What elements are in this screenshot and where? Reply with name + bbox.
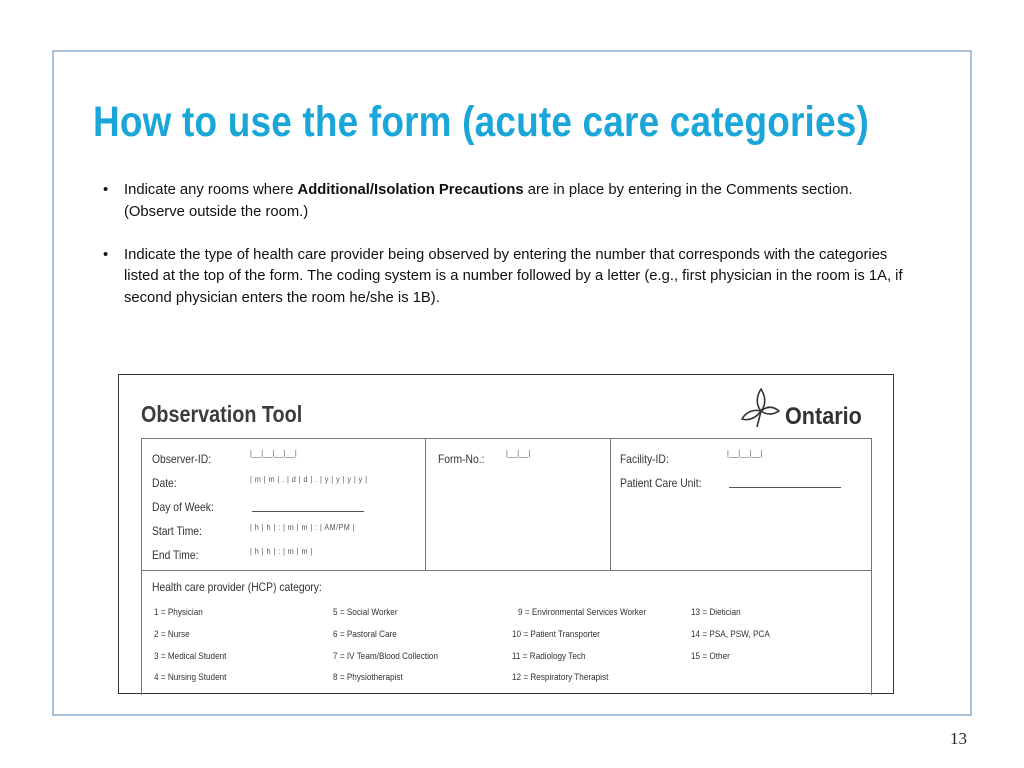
form-header-box [141, 438, 872, 571]
date-label: Date: [152, 476, 177, 490]
hcp-item: 12 = Respiratory Therapist [512, 672, 609, 683]
observer-id-label: Observer-ID: [152, 452, 212, 466]
bullet-item [103, 180, 903, 223]
form-no-slots: |__|__| [506, 449, 531, 458]
hcp-item: 15 = Other [691, 651, 730, 662]
hcp-category-box [141, 570, 872, 695]
hcp-heading: Health care provider (HCP) category: [152, 580, 322, 594]
column-divider [425, 439, 426, 570]
bullet-item [103, 245, 903, 310]
facility-id-slots: |__|__|__| [727, 449, 764, 458]
ontario-logo-text: Ontario [785, 403, 862, 430]
hcp-item: 3 = Medical Student [154, 651, 227, 662]
start-time-label: Start Time: [152, 524, 202, 538]
hcp-item: 10 = Patient Transporter [512, 629, 600, 640]
hcp-item: 6 = Pastoral Care [333, 629, 397, 640]
start-time-slots: | h | h | : | m | m | : | AM/PM | [250, 523, 356, 532]
hcp-item: 9 = Environmental Services Worker [518, 607, 647, 618]
bullet-text: Indicate the type of health care provider being observed by entering the number that corresponds with the categories listed at the top of the form. The coding system is a number followed by a letter (e.g., first physician in the room is 1A, if second physician enters the room he/she is 1B). [124, 246, 903, 306]
hcp-item: 13 = Dietician [691, 607, 741, 618]
bullet-text-start: Indicate any rooms where [124, 182, 298, 198]
bullet-dot: • [103, 182, 109, 198]
day-of-week-line [252, 511, 364, 512]
hcp-item: 7 = IV Team/Blood Collection [333, 651, 438, 662]
page-number: 13 [950, 729, 967, 748]
hcp-item: 1 = Physician [154, 607, 203, 618]
hcp-item: 2 = Nurse [154, 629, 190, 640]
hcp-item: 4 = Nursing Student [154, 672, 227, 683]
hcp-item: 8 = Physiotherapist [333, 672, 403, 683]
observer-id-slots: |__|__|__|__| [250, 449, 298, 458]
form-no-label: Form-No.: [438, 452, 485, 466]
patient-care-unit-line [729, 487, 841, 488]
bullet-list [103, 180, 903, 331]
end-time-slots: | h | h | : | m | m | [250, 547, 313, 556]
column-divider [610, 439, 611, 570]
bullet-emphasis: Additional/Isolation Precautions [297, 182, 524, 198]
end-time-label: End Time: [152, 548, 199, 562]
patient-care-unit-label: Patient Care Unit: [620, 476, 702, 490]
hcp-item: 5 = Social Worker [333, 607, 398, 618]
bullet-text-end: are in place by entering in the Comments section. (Observe outside the room.) [124, 182, 853, 220]
date-slots: | m | m | . | d | d | . | y | y | y | y | [250, 475, 368, 484]
hcp-item: 14 = PSA, PSW, PCA [691, 629, 770, 640]
facility-id-label: Facility-ID: [620, 452, 669, 466]
observation-tool-form-image [118, 374, 894, 694]
slide-title: How to use the form (acute care categories) [93, 98, 869, 146]
hcp-item: 11 = Radiology Tech [512, 651, 586, 662]
form-title: Observation Tool [141, 401, 303, 427]
day-of-week-label: Day of Week: [152, 500, 214, 514]
bullet-dot: • [103, 246, 109, 263]
